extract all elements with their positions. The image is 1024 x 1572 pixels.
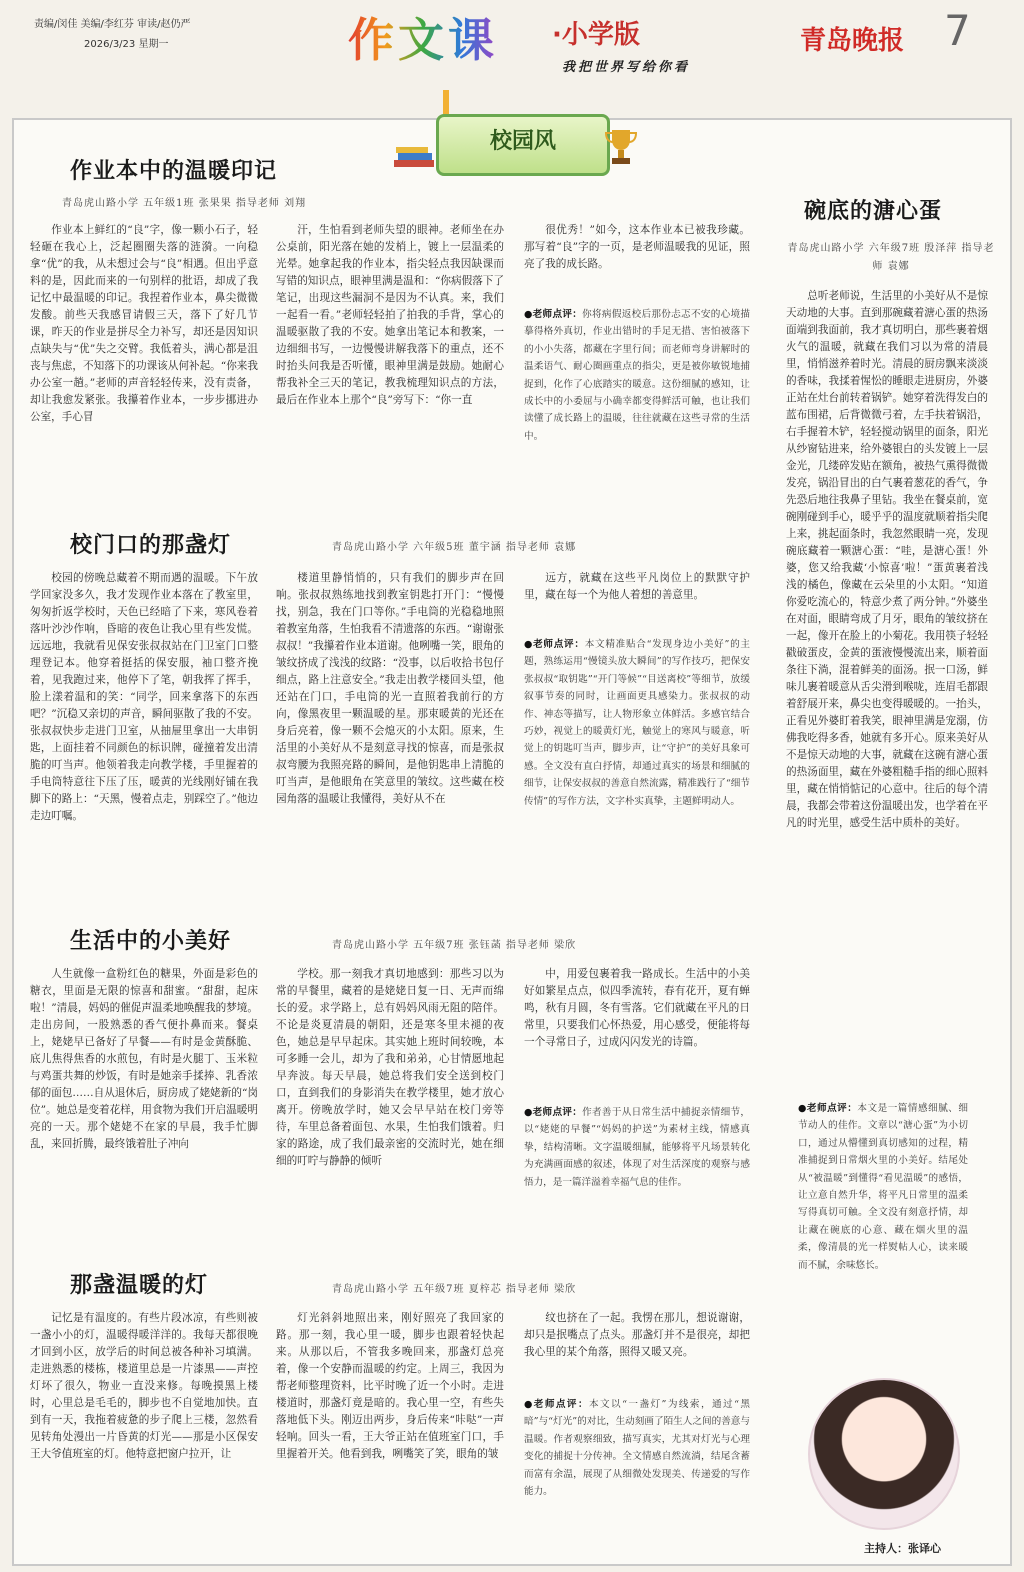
teacher-comment: ●老师点评：本文以“一盏灯”为线索，通过“黑暗”与“灯光”的对比，生动刻画了陌生人之间的善意与温暖。作者观察细致，描写真实，尤其对灯光与心理变化的捕捉十分传神。全文情感自然流淌，结尾含蓄而富有余温，展现了从细微处发现美、传递爱的写作能力。: [524, 1399, 750, 1498]
article-column: 灯光斜斜地照出来，刚好照亮了我回家的路。那一刻，我心里一暖，脚步也跟着轻快起来。从那以后，不管我多晚回来，那盏灯总亮着，像一个安静而温暖的约定。上周三，我因为帮老师整理资料，比平时晚了近一个小时。走进楼道时，那盏灯竟是暗的。我心里一空，有些失落地低下头。刚迈出两步，身后传来“咔哒”一声轻响。回头一看，王大爷正站在值班室门口，手里握着开关。他看到我，咧嘴笑了笑，眼角的皱: [276, 1312, 504, 1460]
article-byline: 青岛虎山路小学 六年级7班 殷泽萍 指导老师 袁娜: [787, 243, 995, 272]
column-title: 作文课: [348, 4, 498, 70]
teacher-comment: ●老师点评：本文精准贴合“发现身边小美好”的主题，熟练运用“慢镜头放大瞬间”的写作技巧，把保安张叔叔“取钥匙”“开门等候”“目送离校”等细节，放缓叙事节奏的同时，让画面更具感染力。张叔叔的动作、神态等描写，让人物形象立体鲜活。多感官结合巧妙，视觉上的暖黄灯光，触觉上的寒风与暖意，听觉上的钥匙叮当声，脚步声，让“守护”的美好具象可感。全文没有直白抒情，却通过真实的场景和细腻的细节，让保安叔叔的善意自然流露，精准践行了“细节传情”的写作方法，文字朴实真挚，主题鲜明动人。: [524, 639, 750, 807]
slogan: 我把世界写给你看: [562, 60, 691, 75]
comment-label: ●老师点评：: [524, 309, 583, 320]
teacher-comment: ●老师点评：作者善于从日常生活中捕捉亲情细节，以“姥姥的早餐”“妈妈的护送”为素材主线，情感真挚，结构清晰。文字温暖细腻，能够将平凡场景转化为充满画面感的叙述，体现了对生活深度的观察与感悟力，是一篇洋溢着幸福气息的佳作。: [524, 1107, 750, 1188]
article-column: 汗，生怕看到老师失望的眼神。老师坐在办公桌前，阳光落在她的发梢上，镀上一层温柔的光晕。她拿起我的作业本，指尖轻点我因缺课而写错的知识点，眼神里满是温和：“你病假落下了笔记，出现这些漏洞不是因为不认真。来，我们一起看一看。”老师轻轻拍了拍我的手背，掌心的温暖驱散了我的不安。她拿出笔记本和教案，一边细细书写，一边慢慢讲解我落下的重点，还不时抬头问我是否听懂，眼神里满是鼓励。她耐心帮我补全三天的笔记，教我梳理知识点的方法，最后在作业本上那个“良”旁写下：“你一直: [276, 224, 504, 406]
article-column: 作业本上鲜红的“良”字，像一颗小石子，轻轻砸在我心上，泛起圈圈失落的涟漪。一向稳拿“优”的我，从未想过会与“良”相遇。但出乎意料的是，因此而来的一句别样的批语，却成了我记忆中最温暖的印记。我捏着作业本，鼻尖微微发酸。前些天我感冒请假三天，落下了好几节课，昨天的作业是拼尽全力补写，却还是因知识点缺失与“优”失之交臂。我低着头，满心都是沮丧与焦虑，不知落下的功课该从何补起。“你来我办公室一趟。”老师的声音轻轻传来，没有责备，却让我愈发紧张。我攥着作业本，一步步挪进办公室，手心冒: [30, 224, 258, 423]
edition-label: ·小学版: [552, 20, 640, 50]
article-title: 校门口的那盏灯: [70, 533, 232, 558]
teacher-comment: ●老师点评：本文是一篇情感细腻、细节动人的佳作。文章以“溏心蛋”为小切口，通过从懵懂到真切感知的过程，精准捕捉到日常烟火里的小美好。结尾处从“被温暖”到懂得“看见温暖”的感悟，让立意自然升华，将平凡日常里的温柔写得真切可触。全文没有刻意抒情，却让藏在碗底的心意、藏在烟火里的温柔，像清晨的光一样熨帖人心，读来暖而不腻，余味悠长。: [798, 1103, 968, 1271]
article-byline: 青岛虎山路小学 五年级7班 夏梓芯 指导老师 梁欣: [332, 1284, 577, 1295]
newspaper-logo: 青岛晚报: [800, 26, 905, 56]
article-title: 作业本中的温暖印记: [70, 159, 278, 184]
section-banner: [436, 114, 610, 176]
article-column: 中，用爱包裹着我一路成长。生活中的小美好如繁星点点，似四季流转，春有花开，夏有蝉鸣，秋有月圆，冬有雪落。它们就藏在平凡的日常里，只要我们心怀热爱，用心感受，便能将每一个寻常日子，过成闪闪发光的诗篇。: [524, 968, 750, 1048]
article-byline: 青岛虎山路小学 五年级1班 张果果 指导老师 刘翔: [62, 198, 307, 209]
article-column: 校园的傍晚总藏着不期而遇的温暖。下午放学回家没多久，我才发现作业本落在了教室里，匆匆折返学校时，天色已经暗了下来，寒风卷着落叶沙沙作响，昏暗的夜色让我心里有些发慌。远远地，我就看见保安张叔叔站在门卫室门口整理登记本。他穿着挺括的保安服，袖口整齐挽着，见我跑过来，他停下了笔，朝我挥了挥手，脸上漾着温和的笑：“同学，回来拿落下的东西吧？”沉稳又亲切的声音，瞬间驱散了我的不安。张叔叔快步走进门卫室，从抽屉里拿出一大串钥匙，上面挂着不同颜色的标识牌，碰撞着发出清脆的叮当声。他领着我走向教学楼，手里握着的手电筒特意往下压了压，暖黄的光线刚好铺在我脚下的路上：“天黑，慢着点走，别踩空了。”他边走边叮嘱。: [30, 572, 258, 822]
editors-line: 责编/闵佳 美编/李红芬 审读/赵仍严: [34, 19, 191, 30]
comment-label: ●老师点评：: [798, 1103, 858, 1114]
article-title: 那盏温暖的灯: [70, 1273, 209, 1298]
host-caption: 主持人：张译心: [864, 1542, 941, 1555]
issue-date: 2026/3/23 星期一: [84, 39, 169, 50]
comment-label: ●老师点评：: [524, 639, 585, 650]
article-column: 楼道里静悄悄的，只有我们的脚步声在回响。张叔叔熟练地找到教室钥匙打开门：“慢慢找，别急，我在门口等你。”手电筒的光稳稳地照着教室角落，生怕我看不清遗落的东西。“谢谢张叔叔！”我攥着作业本道谢。他咧嘴一笑，眼角的皱纹挤成了浅浅的纹路：“没事，以后收拾书包仔细点，路上注意安全。”我走出教学楼回头望，他还站在门口，手电筒的光一直照着我前行的方向，像黑夜里一颗温暖的星。那束暖黄的光还在身后亮着，像一颗不会熄灭的小太阳。原来，生活里的小美好从不是刻意寻找的惊喜，而是张叔叔弯腰为我照亮路的瞬间，是他钥匙串上清脆的叮当声，是他眼角在笑意里的皱纹。这些藏在校园角落的温暖让我懂得，美好从不在: [276, 572, 504, 805]
article-column: 总听老师说，生活里的小美好从不是惊天动地的大事。直到那碗藏着溏心蛋的热汤面端到我面前，我才真切明白，那些裹着烟火气的温暖，就藏在我们习以为常的清晨里，悄悄滋养着时光。清晨的厨房飘来淡淡的香味，我揉着惺忪的睡眼走进厨房，外婆正站在灶台前转着锅铲。她穿着洗得发白的蓝布围裙，后背微微弓着，左手扶着锅沿，右手握着木铲，轻轻搅动锅里的面条，阳光从纱窗钻进来，给外婆银白的头发镀上一层金光，几缕碎发贴在额角，被热气熏得微微发亮，锅沿冒出的白气裹着葱花的香气，争先恐后地往我鼻子里钻。我坐在餐桌前，宽碗刚碰到手心，暖乎乎的温度就顺着指尖爬上来，挑起面条时，我忽然眼睛一亮，发现碗底藏着一颗溏心蛋：“哇，是溏心蛋！外婆，您又给我藏‘小惊喜’啦！”蛋黄裹着浅浅的橘色，像藏在云朵里的小太阳。“知道你爱吃流心的，特意少煮了两分钟。”外婆坐在对面，眼睛弯成了月牙，眼角的皱纹挤在一起，像开在脸上的小菊花。我用筷子轻轻戳破蛋皮，金黄的蛋液慢慢流出来，顺着面条往下淌，混着鲜美的面汤。抿一口汤，鲜味儿裹着暖意从舌尖滑到喉咙，连眉毛都跟着舒展开来，鼻尖也变得暖暖的。一抬头，正看见外婆盯着我笑，眼神里满是宠溺，仿佛我吃得多香，她就有多开心。原来美好从不是惊天动地的大事，就藏在这碗有溏心蛋的热汤面里，藏在外婆粗糙手指的细心照料里，藏在悄悄惦记的心意中。往后的每个清晨，我都会带着这份温暖出发，也学着在平凡的时光里，感受生活中质朴的美好。: [786, 290, 988, 829]
article-title: 碗底的溏心蛋: [804, 199, 943, 224]
article-title: 生活中的小美好: [70, 929, 232, 954]
article-column: 记忆是有温度的。有些片段冰凉，有些则被一盏小小的灯，温暖得暖洋洋的。我每天都很晚才回到小区，放学后的时间总被各种补习填满。走进熟悉的楼栋，楼道里总是一片漆黑——声控灯坏了很久，物业一直没来修。每晚摸黑上楼时，心里总是毛毛的，脚步也不自觉地加快。直到有一天，我拖着疲惫的步子爬上三楼，忽然看见转角处漫出一片昏黄的灯光——那是小区保安王大爷值班室的灯。他特意把窗户拉开，让: [30, 1312, 258, 1460]
host-portrait: [808, 1378, 960, 1530]
comment-label: ●老师点评：: [524, 1107, 583, 1118]
section-label: 校园风: [489, 129, 556, 154]
article-column: 学校。那一刻我才真切地感到：那些习以为常的早餐里，藏着的是姥姥日复一日、无声而绵长的爱。求学路上，总有妈妈风雨无阻的陪伴。不论是炎夏清晨的朝阳，还是寒冬里未褪的夜色，她总是早早起床。其实她上班时间较晚，本可多睡一会儿，却为了我和弟弟，心甘情愿地起早奔波。每天早晨，她总将我们安全送到校门口，直到我们的身影消失在教学楼里，她才放心离开。傍晚放学时，她又会早早站在校门旁等待，车里总备着面包、水果，生怕我们饿着。归家的路途，成了我们最亲密的交流时光，她在细细的叮咛与静静的倾听: [276, 968, 504, 1167]
trophy-icon: [604, 128, 638, 166]
article-byline: 青岛虎山路小学 五年级7班 张钰菡 指导老师 梁欣: [332, 940, 577, 951]
article-byline: 青岛虎山路小学 六年级5班 董宇涵 指导老师 袁娜: [332, 542, 577, 553]
article-column: 很优秀！”如今，这本作业本已被我珍藏。那写着“良”字的一页，是老师温暖我的见证，照亮了我的成长路。: [524, 224, 750, 270]
article-column: 纹也挤在了一起。我愣在那儿，想说谢谢，却只是抿嘴点了点头。那盏灯并不是很亮，却把我心里的某个角落，照得又暖又亮。: [524, 1312, 750, 1358]
article-column: 远方，就藏在这些平凡岗位上的默默守护里，藏在每一个为他人着想的善意里。: [524, 572, 750, 601]
teacher-comment: ●老师点评：你将病假返校后那份忐忑不安的心境描摹得格外真切，作业出错时的手足无措、害怕被落下的小小失落，都藏在字里行间；而老师弯身讲解时的温柔语气、耐心圈画重点的指尖，更是被你敏锐地捕捉到，化作了心底踏实的暖意。这份细腻的感知，让成长中的小委屈与小确幸都变得鲜活可触，也让我们读懂了成长路上的温暖，往往就藏在这些寻常的生活中。: [524, 309, 750, 442]
books-icon: [392, 146, 436, 168]
page-number: 7: [944, 6, 971, 55]
article-column: 人生就像一盒粉红色的糖果，外面是彩色的糖衣，里面是无限的惊喜和甜蜜。“甜甜，起床啦！”清晨，妈妈的催促声温柔地唤醒我的梦境。走出房间，一股熟悉的香气便扑鼻而来。餐桌上，姥姥早已备好了早餐——有时是金黄酥脆、底儿焦得焦香的水煎包，有时是火腿丁、玉米粒与鸡蛋共舞的炒饭，有时是她亲手揉捧、乳香浓郁的面包……自从退休后，厨房成了姥姥新的“岗位”。她总是变着花样，用食物为我们开启温暖明亮的一天。那个姥姥不在家的早晨，我手忙脚乱，来回折腾，最终饿着肚子冲向: [30, 968, 258, 1150]
comment-label: ●老师点评：: [524, 1399, 589, 1410]
